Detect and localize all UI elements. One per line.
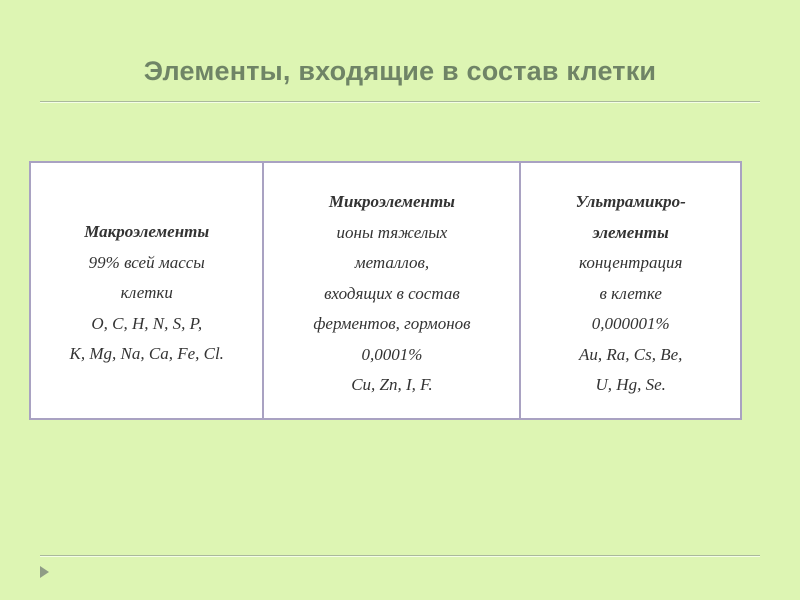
microelements-line: Cu, Zn, I, F. bbox=[351, 375, 433, 394]
microelements-line: ферментов, гормонов bbox=[313, 314, 471, 333]
microelements-line: металлов, bbox=[354, 253, 430, 272]
triangle-right-icon[interactable] bbox=[40, 566, 49, 578]
ultramicroelements-line: концентрация bbox=[579, 253, 683, 272]
macroelements-heading: Макроэлементы bbox=[84, 222, 210, 242]
macroelements-line: K, Mg, Na, Ca, Fe, Cl. bbox=[69, 344, 224, 364]
ultramicroelements-cell bbox=[520, 162, 741, 419]
ultramicroelements-heading: Ультрамикро- bbox=[575, 192, 686, 211]
microelements-line: ионы тяжелых bbox=[336, 222, 448, 242]
slide-title: Элементы, входящие в состав клетки bbox=[143, 56, 657, 86]
microelements-cell bbox=[263, 162, 520, 419]
macroelements-line: O, C, H, N, S, P, bbox=[91, 313, 203, 333]
elements-table bbox=[29, 161, 742, 420]
microelements-heading: Микроэлементы bbox=[328, 192, 455, 211]
table-row bbox=[30, 162, 741, 419]
microelements-line: входящих в состав bbox=[324, 283, 460, 303]
microelements-line: 0,0001% bbox=[361, 344, 423, 364]
macroelements-line: клетки bbox=[120, 283, 173, 303]
ultramicroelements-line: в клетке bbox=[599, 283, 662, 303]
ultramicroelements-line: Au, Ra, Cs, Be, bbox=[578, 344, 683, 364]
footer-divider bbox=[40, 555, 760, 557]
ultramicroelements-line: 0,000001% bbox=[591, 314, 670, 333]
macroelements-line: 99% всей массы bbox=[88, 252, 205, 272]
title-divider bbox=[40, 101, 760, 103]
macroelements-cell bbox=[30, 162, 263, 419]
ultramicroelements-line: U, Hg, Se. bbox=[595, 375, 666, 394]
ultramicroelements-heading: элементы bbox=[592, 222, 669, 242]
